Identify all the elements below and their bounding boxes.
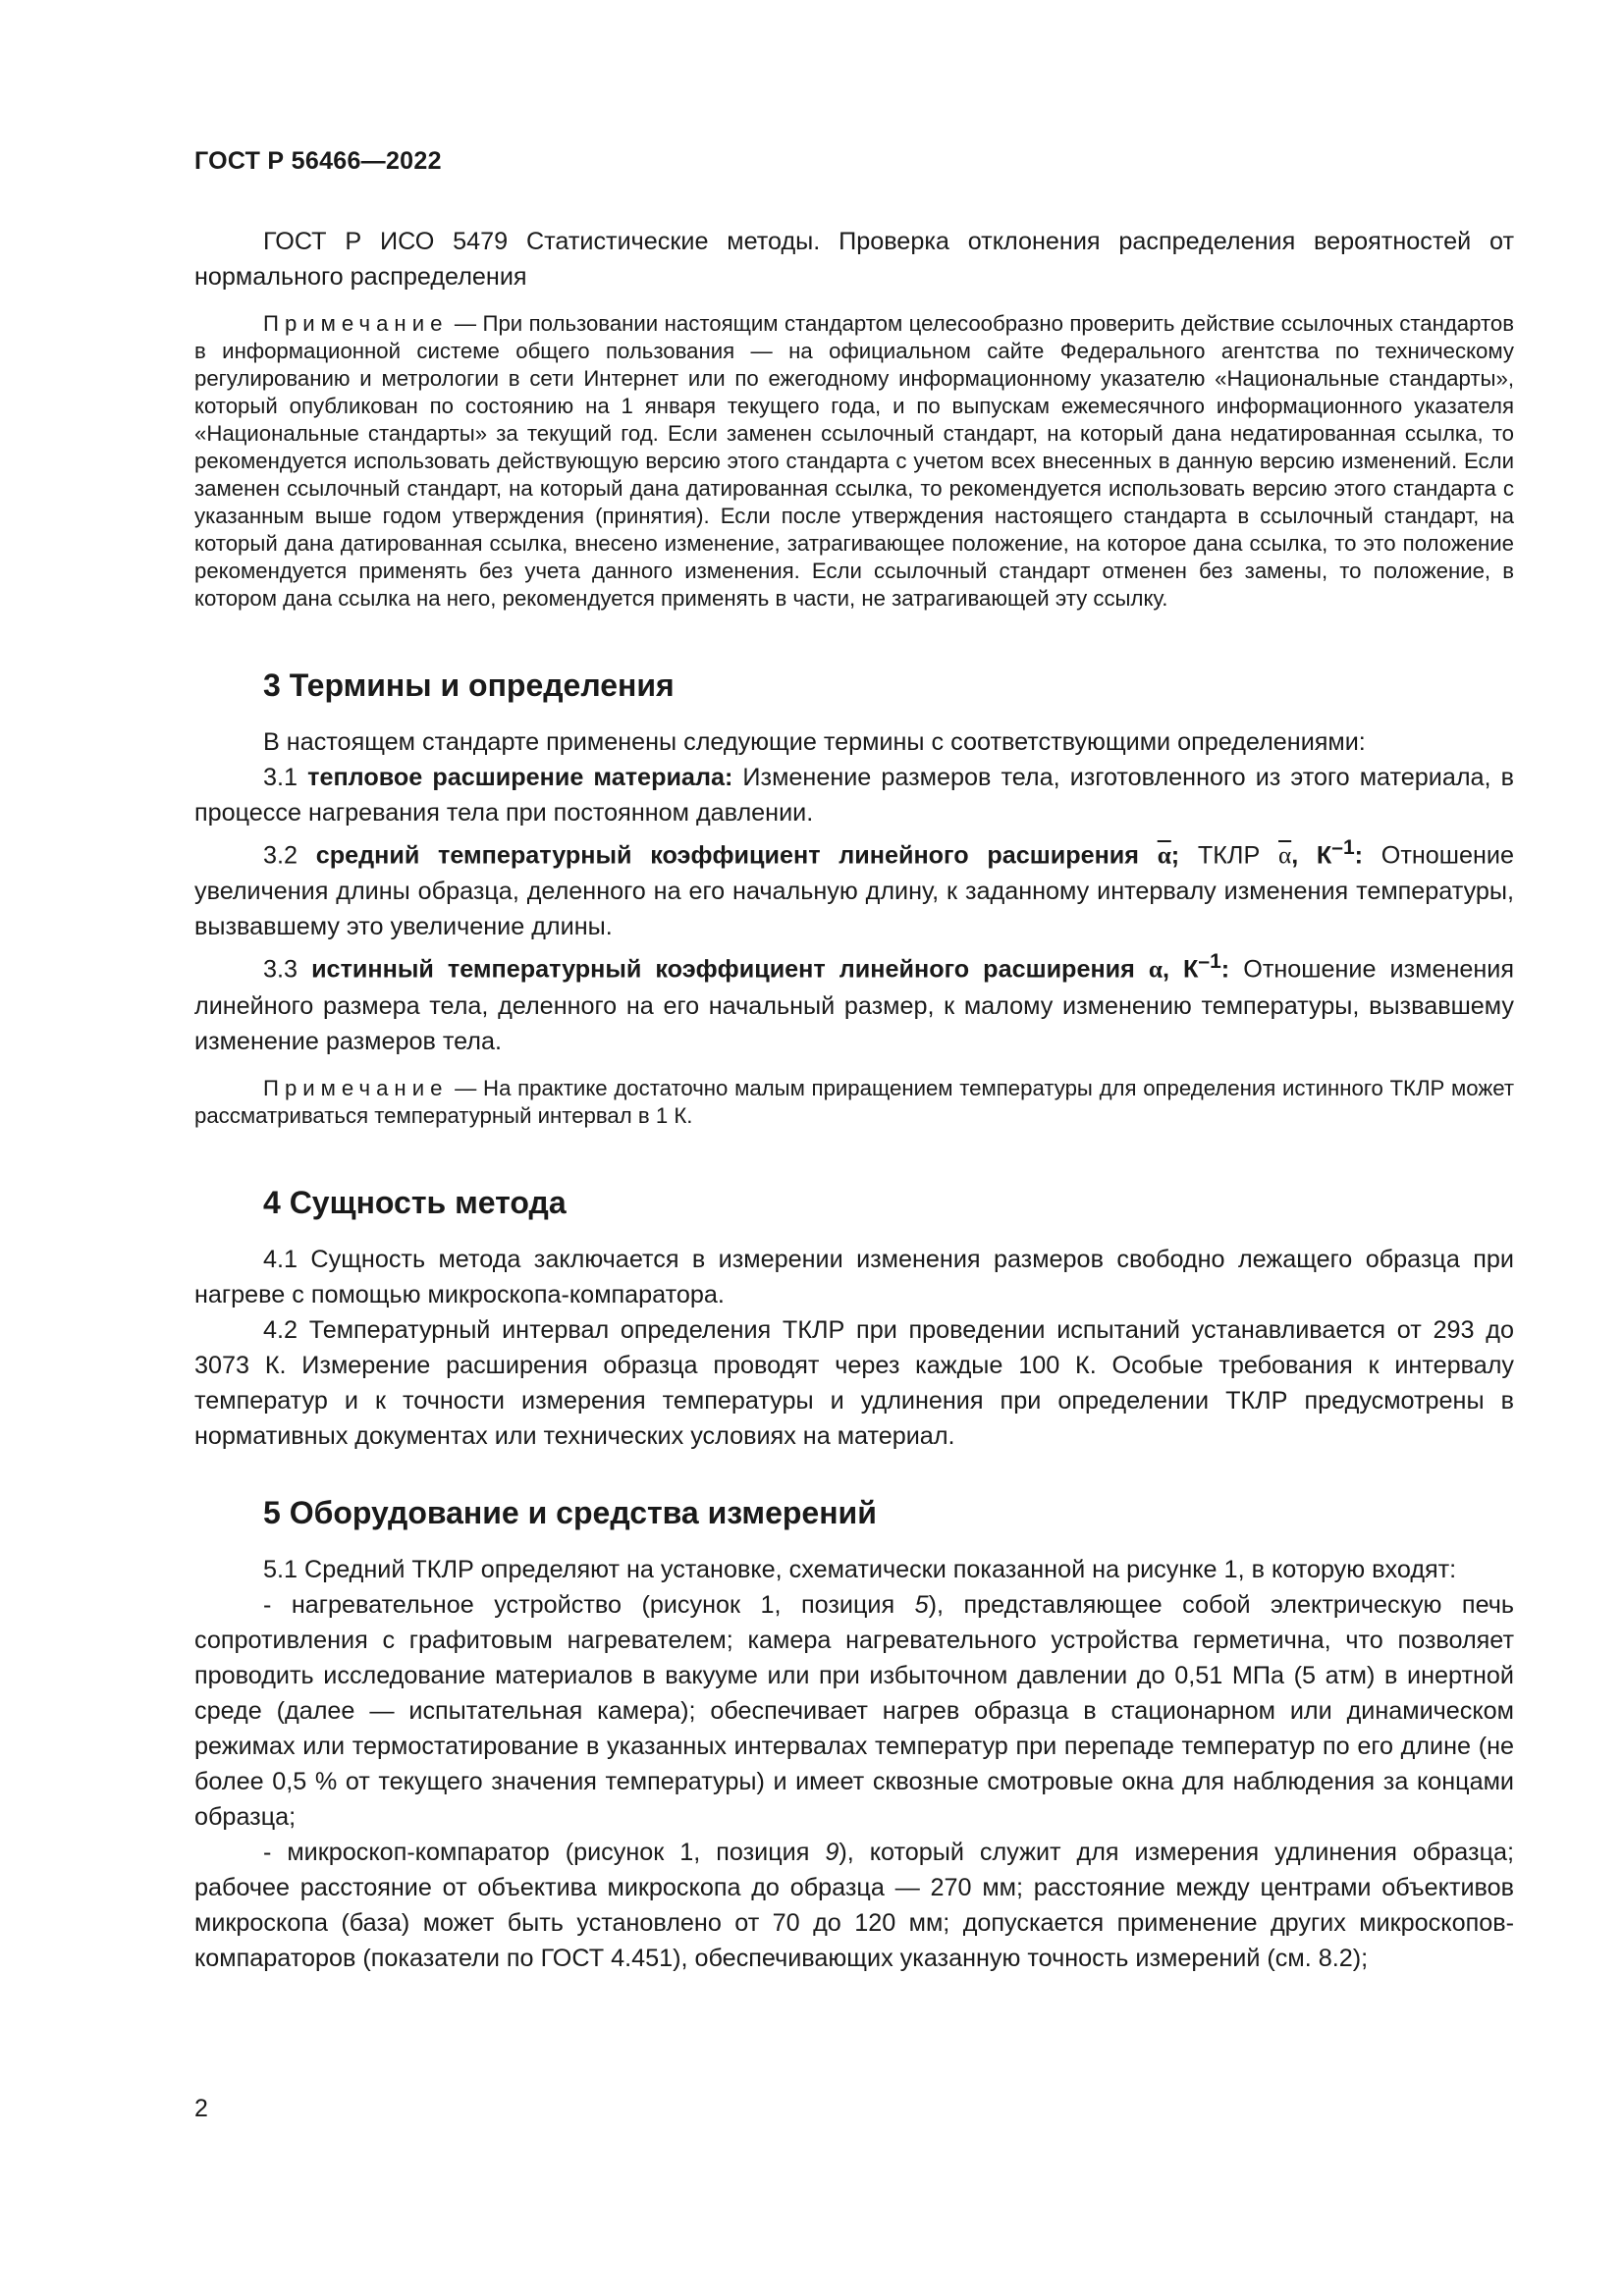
unit-exponent: –1 bbox=[1198, 950, 1221, 974]
list-item-text: - микроскоп-компаратор (рисунок 1, позиция bbox=[263, 1838, 826, 1866]
unit-label: , К bbox=[1291, 841, 1332, 870]
note-label: Примечание bbox=[263, 311, 449, 336]
term-colon: : bbox=[1220, 955, 1230, 984]
term-separator: ; bbox=[1170, 841, 1180, 870]
unit-label: , К bbox=[1162, 955, 1199, 984]
document-header: ГОСТ Р 56466—2022 bbox=[194, 147, 442, 175]
note-text: — При пользовании настоящим стандартом целесообразно проверить действие ссылочных стандартов в информационной системе общего пользования — на официальном сайте Федерального агентства по техническому регулированию и метрологии в сети Интернет или по ежегодному информационному указателю «Национальные стандарты», который опубликован по состоянию на 1 января текущего года, и по выпускам ежемесячного информационного указателя «Национальные стандарты» за текущий год. Если заменен ссылочный стандарт, на который дана недатированная ссылка, то рекомендуется использовать действующую версию этого стандарта с учетом всех внесенных в данную версию изменений. Если заменен ссылочный стандарт, на который дана датированная ссылка, то рекомендуется использовать версию этого стандарта с указанным выше годом утверждения (принятия). Если после утверждения настоящего стандарта в ссылочный стандарт, на который дана датированная ссылка, внесено изменение, затрагивающее положение, на которое дана ссылка, то это положение рекомендуется применять без учета данного изменения. Если ссылочный стандарт отменен без замены, то положение, в котором дана ссылка на него, рекомендуется применять в части, не затрагивающей эту ссылку. bbox=[194, 311, 1514, 611]
unit-exponent: –1 bbox=[1331, 836, 1355, 859]
list-item-text: ), представляющее собой электрическую печь сопротивления с графитовым нагревателем; камера нагревательного устройства герметична, что позволяет проводить исследование материалов в вакууме или при избыточном давлении до 0,51 МПа (5 атм) в инертной среде (далее — испытательная камера); обеспечивает нагрев образца в стационарном или динамическом режимах или термостатирование в указанных интервалах температур при перепаде температур по его длине (не более 0,5 % от текущего значения температуры) и имеет сквозные смотровые окна для наблюдения за концами образца; bbox=[194, 1590, 1514, 1831]
note-paragraph bbox=[194, 1075, 1514, 1130]
term-name: истинный температурный коэффициент линейного расширения bbox=[311, 955, 1135, 984]
note-text: — На практике достаточно малым приращением температуры для определения истинного ТКЛР может рассматриваться температурный интервал в 1 К. bbox=[194, 1075, 1514, 1128]
position-number: 5 bbox=[914, 1590, 929, 1619]
term-paragraph bbox=[194, 760, 1514, 830]
term-abbreviation: ТКЛР bbox=[1179, 841, 1278, 870]
note-label: Примечание bbox=[263, 1075, 449, 1100]
term-number: 3.1 bbox=[263, 764, 308, 791]
body-paragraph: 4.2 Температурный интервал определения ТКЛР при проведении испытаний устанавливается от 293 до 3073 К. Измерение расширения образца проводят через каждые 100 К. Особые требования к интервалу температур и к точности измерения температуры и удлинения при определении ТКЛР предусмотрены в нормативных документах или технических условиях на материал. bbox=[194, 1315, 1514, 1450]
term-definition: Отношение изменения линейного размера тела, деленного на его начальный размер, к малому изменению температуры, вызвавшему изменение размеров тела. bbox=[194, 955, 1515, 1055]
list-item bbox=[194, 1835, 1514, 1976]
alpha-mean-symbol: $\overline{\alpha}$ bbox=[1277, 842, 1292, 870]
term-paragraph bbox=[194, 944, 1514, 1058]
body-paragraph: 5.1 Средний ТКЛР определяют на установке, схематически показанной на рисунке 1, в которую входят: bbox=[263, 1555, 1457, 1583]
term-paragraph bbox=[194, 830, 1514, 944]
term-name: тепловое расширение материала: bbox=[307, 764, 733, 791]
term-colon: : bbox=[1354, 841, 1364, 870]
term-number: 3.2 bbox=[263, 841, 316, 870]
list-item-text: - нагревательное устройство (рисунок 1, позиция bbox=[263, 1590, 915, 1619]
list-item bbox=[194, 1587, 1514, 1835]
term-number: 3.3 bbox=[263, 955, 312, 984]
position-number: 9 bbox=[825, 1838, 839, 1866]
section-heading: 3 Термины и определения bbox=[263, 667, 675, 703]
section-intro: В настоящем стандарте применены следующие термины с соответствующими определениями: bbox=[263, 728, 1366, 756]
body-paragraph: 4.1 Сущность метода заключается в измерении изменения размеров свободно лежащего образца при нагреве с помощью микроскопа-компаратора. bbox=[194, 1245, 1514, 1308]
section-heading: 4 Сущность метода bbox=[263, 1184, 567, 1220]
term-definition: Изменение размеров тела, изготовленного из этого материала, в процессе нагревания тела при постоянном давлении. bbox=[194, 764, 1514, 827]
document-content bbox=[194, 224, 1514, 1976]
list-item-text: ), который служит для измерения удлинения образца; рабочее расстояние от объектива микроскопа до образца — 270 мм; расстояние между центрами объективов микроскопа (база) может быть установлено от 70 до 120 мм; допускается применение других микроскопов-компараторов (показатели по ГОСТ 4.451), обеспечивающих указанную точность измерений (см. 8.2); bbox=[194, 1838, 1514, 1972]
note-paragraph bbox=[194, 310, 1514, 613]
page-number: 2 bbox=[194, 2095, 208, 2122]
alpha-mean-symbol: $\overline{\alpha}$ bbox=[1157, 842, 1171, 870]
alpha-symbol: α bbox=[1148, 956, 1163, 984]
normative-reference: ГОСТ Р ИСО 5479 Статистические методы. Проверка отклонения распределения вероятностей от нормального распределения bbox=[194, 228, 1514, 291]
term-definition: Отношение увеличения длины образца, деленного на его начальную длину, к заданному интервалу изменения температуры, вызвавшему это увеличение длины. bbox=[194, 841, 1514, 941]
term-name: средний температурный коэффициент линейного расширения bbox=[315, 841, 1139, 870]
section-heading: 5 Оборудование и средства измерений bbox=[263, 1494, 877, 1530]
